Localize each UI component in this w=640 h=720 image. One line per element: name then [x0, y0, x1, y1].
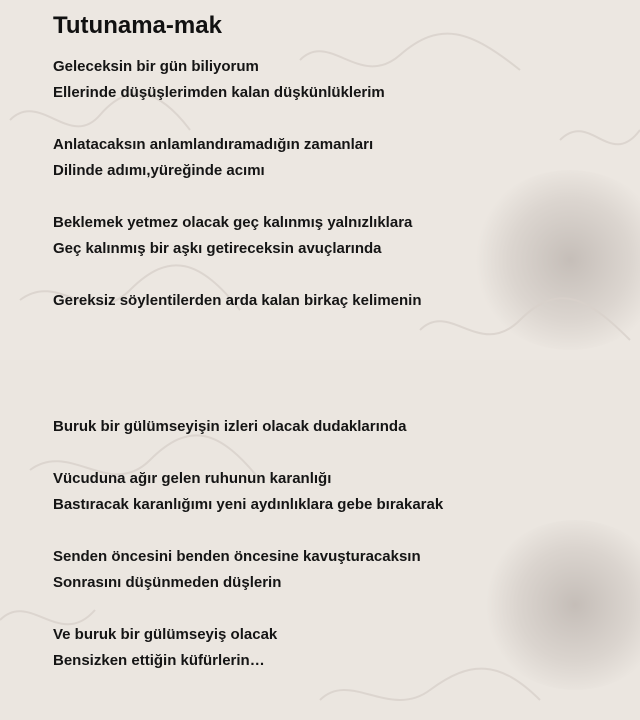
- stanza: [53, 622, 623, 674]
- poem-line: Gereksiz söylentilerden arda kalan birkaç kelimenin: [53, 292, 422, 309]
- stanza-gap: [53, 106, 623, 132]
- stanza-gap: [53, 440, 623, 466]
- poem-line: Ve buruk bir gülümseyiş olacak: [53, 626, 278, 643]
- poem-line: Buruk bir gülümseyişin izleri olacak dudaklarında: [53, 418, 407, 435]
- stanza-gap: [53, 596, 623, 622]
- poem-line: Geleceksin bir gün biliyorum: [53, 58, 259, 75]
- stanza: [53, 544, 623, 596]
- stanza: [53, 288, 623, 314]
- stanza-gap: [53, 184, 623, 210]
- stanza: [53, 210, 623, 262]
- stanza-gap: [53, 262, 623, 288]
- stanza-gap: [53, 518, 623, 544]
- poem-line: Sonrasını düşünmeden düşlerin: [53, 574, 282, 591]
- poem-title: Tutunama-mak: [53, 12, 222, 39]
- poem-line: Senden öncesini benden öncesine kavuşturacaksın: [53, 548, 421, 565]
- stanza-gap: [53, 314, 623, 414]
- poem-line: Ellerinde düşüşlerimden kalan düşkünlüklerim: [53, 84, 385, 101]
- poem-line: Vücuduna ağır gelen ruhunun karanlığı: [53, 470, 332, 487]
- poem-line: Dilinde adımı,yüreğinde acımı: [53, 162, 265, 179]
- stanza: [53, 132, 623, 184]
- poem-line: Beklemek yetmez olacak geç kalınmış yalnızlıklara: [53, 214, 413, 231]
- stanza: [53, 466, 623, 518]
- stanza: [53, 414, 623, 440]
- poem-line: Bastıracak karanlığımı yeni aydınlıklara gebe bırakarak: [53, 496, 444, 513]
- stanza: [53, 54, 623, 106]
- poem: [53, 10, 623, 674]
- poem-line: Bensizken ettiğin küfürlerin…: [53, 652, 265, 669]
- poem-line: Geç kalınmış bir aşkı getireceksin avuçlarında: [53, 240, 382, 257]
- poem-line: Anlatacaksın anlamlandıramadığın zamanları: [53, 136, 374, 153]
